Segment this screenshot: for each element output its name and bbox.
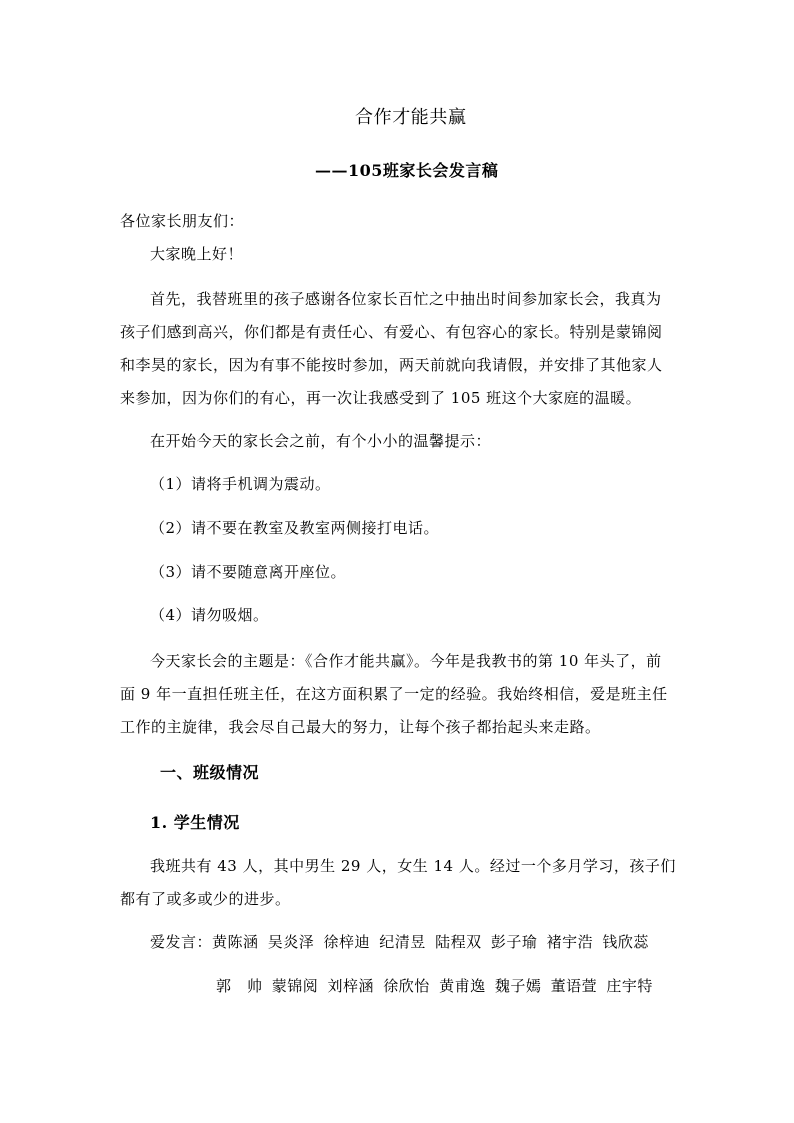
paragraph-2-line: 工作的主旋律，我会尽自己最大的努力，让每个孩子都抬起头来走路。	[120, 718, 601, 736]
paragraph-3-line: 我班共有 43 人，其中男生 29 人，女生 14 人。经过一个多月学习，孩子们	[150, 857, 676, 875]
paragraph-3-line: 都有了或多或少的进步。	[120, 890, 291, 908]
document-title: 合作才能共赢	[355, 107, 467, 128]
paragraph-1-line: 孩子们感到高兴，你们都是有责任心、有爱心、有包容心的家长。特别是蒙锦阅	[120, 323, 663, 341]
tips-intro: 在开始今天的家长会之前，有个小小的温馨提示：	[150, 432, 492, 450]
paragraph-1-line: 首先，我替班里的孩子感谢各位家长百忙之中抽出时间参加家长会，我真为	[150, 290, 662, 308]
active-speakers-line: 爱发言：黄陈涵 吴炎泽 徐梓迪 纪清昱 陆程双 彭子瑜 褚宇浩 钱欣蕊	[150, 933, 649, 951]
tip-item: （1）请将手机调为震动。	[150, 475, 331, 493]
tip-item: （2）请不要在教室及教室两侧接打电话。	[150, 519, 440, 537]
paragraph-1-line: 来参加，因为你们的有心，再一次让我感受到了 105 班这个大家庭的温暖。	[120, 389, 642, 407]
tip-item: （3）请不要随意离开座位。	[150, 563, 347, 581]
section-1-heading: 一、班级情况	[160, 763, 260, 782]
salutation: 各位家长朋友们：	[120, 212, 245, 230]
greeting: 大家晚上好！	[150, 245, 244, 263]
document-subtitle: ——105班家长会发言稿	[315, 161, 499, 180]
paragraph-2-line: 今天家长会的主题是：《合作才能共赢》。今年是我教书的第 10 年头了，前	[150, 652, 662, 670]
tip-item: （4）请勿吸烟。	[150, 606, 269, 624]
paragraph-2-line: 面 9 年一直担任班主任，在这方面积累了一定的经验。我始终相信，爱是班主任	[120, 685, 668, 703]
paragraph-1-line: 和李昊的家长，因为有事不能按时参加，两天前就向我请假，并安排了其他家人	[120, 356, 663, 374]
active-speakers-line: 郭 帅 蒙锦阅 刘梓涵 徐欣怡 黄甫逸 魏子嫣 董语萱 庄宇特	[216, 977, 653, 995]
subsection-1-heading: 1. 学生情况	[150, 813, 240, 832]
